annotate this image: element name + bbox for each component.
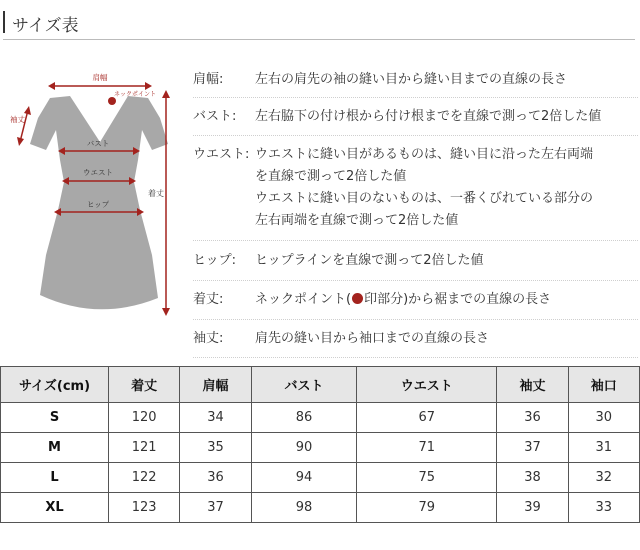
table-cell: 32 — [568, 463, 639, 493]
table-cell: 123 — [109, 493, 180, 523]
header-cell: サイズ(cm) — [1, 367, 109, 403]
table-cell: 39 — [497, 493, 568, 523]
table-cell: 37 — [180, 493, 251, 523]
def-term: 肩幅: — [193, 72, 224, 87]
def-term: ヒップ: — [193, 253, 236, 268]
table-cell: 98 — [251, 493, 357, 523]
label-waist: ウエスト — [83, 168, 113, 177]
def-desc-line: を直線で測って2倍した値 — [255, 169, 407, 184]
table-cell: 121 — [109, 433, 180, 463]
table-cell: 31 — [568, 433, 639, 463]
def-row-waist — [193, 136, 638, 241]
table-cell: 94 — [251, 463, 357, 493]
size-label: XL — [1, 493, 109, 523]
def-desc: 左右脇下の付け根から付け根までを直線で測って2倍した値 — [255, 109, 602, 124]
table-cell: 90 — [251, 433, 357, 463]
def-row-sleeve — [193, 320, 638, 358]
definitions-list — [193, 66, 638, 358]
neckpoint-dot — [108, 97, 116, 105]
def-desc — [255, 289, 638, 311]
label-shoulder: 肩幅 — [92, 73, 108, 82]
def-desc-line: ウエストに縫い目のないものは、一番くびれている部分の — [255, 191, 594, 206]
label-sleeve: 袖丈 — [10, 115, 25, 124]
table-cell: 38 — [497, 463, 568, 493]
def-row-length — [193, 281, 638, 320]
table-cell: 75 — [357, 463, 497, 493]
dress-diagram — [8, 60, 180, 330]
table-cell: 86 — [251, 403, 357, 433]
def-term: バスト: — [193, 109, 237, 124]
size-label: L — [1, 463, 109, 493]
red-dot-icon — [352, 293, 363, 304]
table-cell: 30 — [568, 403, 639, 433]
def-desc: 肩先の縫い目から袖口までの直線の長さ — [255, 331, 490, 346]
table-row — [1, 463, 640, 493]
table-cell: 35 — [180, 433, 251, 463]
table-header-row — [1, 367, 640, 403]
table-cell: 33 — [568, 493, 639, 523]
table-cell: 37 — [497, 433, 568, 463]
label-bust: バスト — [86, 139, 110, 148]
table-cell: 120 — [109, 403, 180, 433]
def-desc-line: 左右両端を直線で測って2倍した値 — [255, 213, 459, 228]
def-row-hip — [193, 241, 638, 281]
def-desc: ヒップラインを直線で測って2倍した値 — [255, 253, 484, 268]
title-bar — [3, 8, 635, 40]
def-row-shoulder — [193, 66, 638, 98]
table-row — [1, 403, 640, 433]
size-table — [0, 366, 640, 523]
table-cell: 71 — [357, 433, 497, 463]
table-cell: 79 — [357, 493, 497, 523]
def-desc — [255, 144, 638, 232]
label-neckpoint: ネックポイント — [114, 91, 157, 98]
def-desc-line: ウエストに縫い目があるものは、縫い目に沿った左右両端 — [255, 147, 594, 162]
def-term: 袖丈: — [193, 331, 224, 346]
label-hip: ヒップ — [86, 200, 110, 209]
def-term: ウエスト: — [193, 147, 250, 162]
def-row-bust — [193, 98, 638, 136]
size-label: M — [1, 433, 109, 463]
label-length: 着丈 — [148, 189, 164, 198]
def-term: 着丈: — [193, 292, 224, 307]
size-label: S — [1, 403, 109, 433]
header-cell: 肩幅 — [180, 367, 251, 403]
header-cell: 袖丈 — [497, 367, 568, 403]
header-cell: ウエスト — [357, 367, 497, 403]
def-desc-part: ネックポイント( — [255, 292, 352, 307]
table-cell: 34 — [180, 403, 251, 433]
header-cell: バスト — [251, 367, 357, 403]
table-row — [1, 433, 640, 463]
header-cell: 袖口 — [568, 367, 639, 403]
table-cell: 122 — [109, 463, 180, 493]
header-cell: 着丈 — [109, 367, 180, 403]
table-cell: 36 — [497, 403, 568, 433]
table-cell: 67 — [357, 403, 497, 433]
page-title: サイズ表 — [12, 16, 79, 36]
def-desc: 左右の肩先の袖の縫い目から縫い目までの直線の長さ — [255, 72, 568, 87]
title-marker — [3, 11, 5, 33]
table-row — [1, 493, 640, 523]
table-cell: 36 — [180, 463, 251, 493]
def-desc-part: 印部分)から裾までの直線の長さ — [364, 292, 552, 307]
